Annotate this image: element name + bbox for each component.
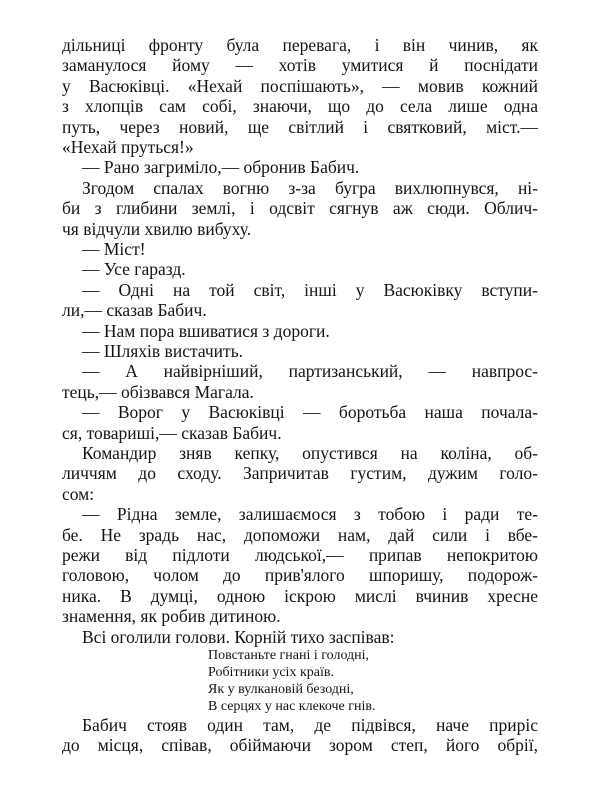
text-line: Бабич стояв один там, де підвівся, наче приріс <box>82 715 538 735</box>
poem-line: Як у вулкановій безодні, <box>208 682 354 697</box>
text-line: дільниці фронту була перевага, і він чинив, як <box>62 35 538 55</box>
text-line: би з глибини землі, і одсвіт сягнув аж сюди. Облич- <box>62 198 538 219</box>
text-line: чя відчули хвилю вибуху. <box>62 218 252 239</box>
text-line: Командир зняв кепку, опустився на коліна, об- <box>82 443 538 463</box>
poem-line: Робітники усіх країв. <box>208 665 334 680</box>
text-line: Згодом спалах вогню з-за бугра вихлюпнувся, ні- <box>82 177 538 198</box>
text-line: личчям до сходу. Запричитав густим, дужим голо- <box>62 463 538 484</box>
text-line: у Васюківці. «Нехай поспішають», — мовив кожний <box>62 75 538 96</box>
text-line: Всі оголили голови. Корній тихо заспівав: <box>82 626 395 647</box>
text-line: — Шляхів вистачить. <box>82 341 244 361</box>
text-line: сом: <box>62 483 95 504</box>
text-line: путь, через новий, ще світлий і святковий, міст.— <box>62 116 538 137</box>
text-line: бе. Не зрадь нас, допоможи нам, дай сили і вбе- <box>62 524 538 545</box>
text-line: головою, чолом до прив'ялого шпоришу, подорож- <box>62 565 538 586</box>
text-line: — Рідна земле, залишаємося з тобою і ради те- <box>82 504 538 525</box>
text-line: заманулося йому — хотів умитися й поснідати <box>62 55 538 76</box>
text-line: режи від підлоти людської,— припав непокритою <box>62 545 538 565</box>
text-line: — Нам пора вшиватися з дороги. <box>82 320 330 341</box>
text-line: — Ворог у Васюківці — боротьба наша почала- <box>82 402 538 423</box>
text-line: знамення, як робив дитиною. <box>62 606 281 627</box>
text-line: — Одні на той світ, інші у Васюківку вступи- <box>82 279 538 300</box>
text-line: — Рано загриміло,— обронив Бабич. <box>82 157 360 178</box>
text-line: тець,— обізвався Магала. <box>62 381 254 402</box>
text-line: — А найвірніший, партизанський, — навпрос- <box>82 361 538 382</box>
text-line: — Усе гаразд. <box>82 259 186 280</box>
text-line: — Міст! <box>82 239 146 259</box>
text-line: ника. В думці, одною іскрою мислі вчинив хресне <box>62 585 538 606</box>
poem-line: Повстаньте гнані і голодні, <box>208 648 370 663</box>
text-line: до місця, співав, обіймаючи зором степ, його обрії, <box>62 735 538 756</box>
text-line: ся, товариші,— сказав Бабич. <box>62 422 282 443</box>
text-line: з хлопців сам собі, знаючи, що до села лише одна <box>62 96 538 117</box>
poem-line: В серцях у нас клекоче гнів. <box>208 699 376 714</box>
text-line: ли,— сказав Бабич. <box>62 300 207 321</box>
text-line: «Нехай пруться!» <box>62 137 194 157</box>
